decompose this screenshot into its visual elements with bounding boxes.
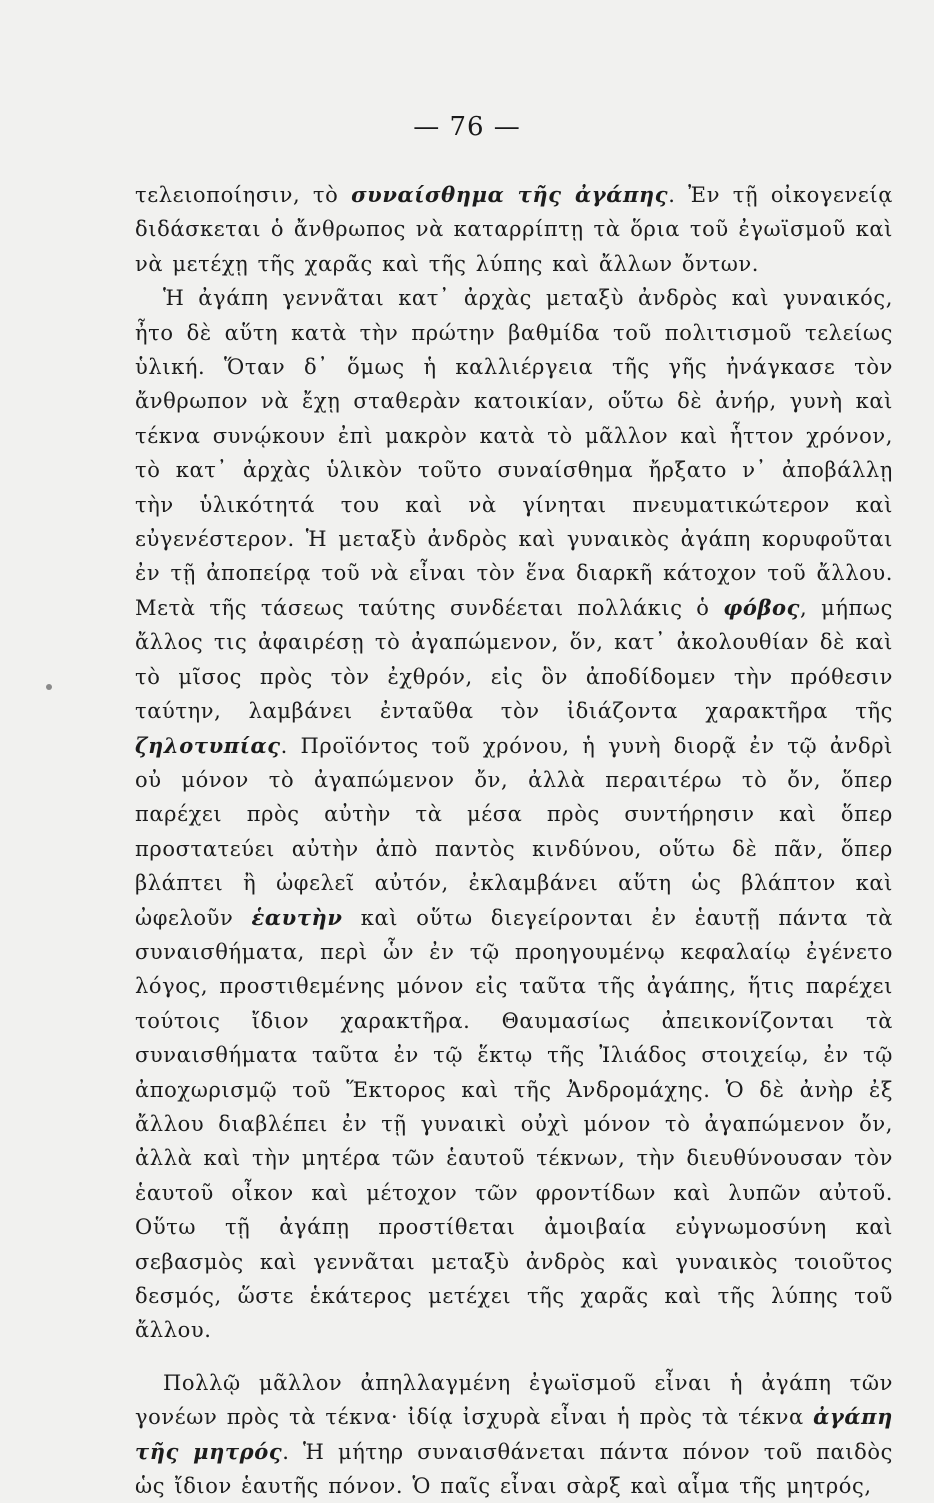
paragraph-1 [135,178,893,281]
paragraph-2 [135,281,893,1348]
emphasized-term: ζηλοτυπίας [135,732,281,758]
text-run: τελειοποίησιν, τὸ [135,183,352,207]
emphasized-term: συναίσθημα τῆς ἀγάπης [351,182,669,207]
text-run: καὶ οὕτω διεγείρονται ἐν ἑαυτῇ πάντα τὰ συναισθήματα, περὶ ὧν ἐν τῷ προηγουμένῳ κεφαλαίῳ ἐγένετο λόγος, προστιθεμένης μόνον εἰς ταῦτα τῆς ἀγάπης, ἥτις παρέχει τούτοις ἴδιον χαρακτῆρα. Θαυμασίως ἀπεικονίζονται τὰ συναισθήματα ταῦτα ἐν τῷ ἕκτῳ τῆς Ἰλιάδος στοιχείῳ, ἐν τῷ ἀποχωρισμῷ τοῦ Ἕκτορος καὶ τῆς Ἀνδρομάχης. Ὁ δὲ ἀνὴρ ἐξ ἄλλου διαβλέπει ἐν τῇ γυναικὶ οὐχὶ μόνον τὸ ἀγαπώμενον ὄν, ἀλλὰ καὶ τὴν μητέρα τῶν ἑαυτοῦ τέκνων, τὴν διευθύνουσαν τὸν ἑαυτοῦ οἶκον καὶ μέτοχον τῶν φροντίδων καὶ λυπῶν αὐτοῦ. Οὕτω τῇ ἀγάπῃ προστίθεται ἀμοιβαία εὐγνωμοσύνη καὶ σεβασμὸς καὶ γεννᾶται μεταξὺ ἀνδρὸς καὶ γυναικὸς τοιοῦτος δεσμός, ὥστε ἑκάτερος μετέχει τῆς χαρᾶς καὶ τῆς λύπης τοῦ ἄλλου. [135,905,893,1343]
paper-speck [46,684,52,690]
text-run: . Ἐν τῇ οἰκογενείᾳ διδάσκεται ὁ ἄνθρωπος νὰ καταρρίπτῃ τὰ ὅρια τοῦ ἐγωϊσμοῦ καὶ νὰ μετέχῃ τῆς χαρᾶς καὶ τῆς λύπης καὶ ἄλλων ὄντων. [135,183,893,276]
text-run: . Ἡ μήτηρ συναισθάνεται πάντα πόνον τοῦ παιδὸς ὡς ἴδιον ἑαυτῆς πόνον. Ὁ παῖς εἶναι σὰρξ καὶ αἷμα τῆς μητρός, [135,1439,893,1499]
paragraph-3 [135,1366,893,1503]
page-number: — 76 — [413,112,521,142]
emphasized-term: φόβος [723,594,801,620]
body-text [135,178,893,1503]
text-run: Ἡ ἀγάπη γεννᾶται κατ᾽ ἀρχὰς μεταξὺ ἀνδρὸς καὶ γυναικός, ἦτο δὲ αὕτη κατὰ τὴν πρώτην βαθμίδα τοῦ πολιτισμοῦ τελείως ὑλική. Ὅταν δ᾽ ὅμως ἡ καλλιέργεια τῆς γῆς ἠνάγκασε τὸν ἄνθρωπον νὰ ἔχῃ σταθερὰν κατοικίαν, οὕτω δὲ ἀνήρ, γυνὴ καὶ τέκνα συνῴκουν ἐπὶ μακρὸν κατὰ τὸ μᾶλλον καὶ ἧττον χρόνον, τὸ κατ᾽ ἀρχὰς ὑλικὸν τοῦτο συναίσθημα ἤρξατο ν᾽ ἀποβάλλῃ τὴν ὑλικότητά του καὶ νὰ γίνηται πνευματικώτερον καὶ εὐγενέστερον. Ἡ μεταξὺ ἀνδρὸς καὶ γυναικὸς ἀγάπη κορυφοῦται ἐν τῇ ἀποπείρᾳ τοῦ νὰ εἶναι τὸν ἕνα διαρκῆ κάτοχον τοῦ ἄλλου. Μετὰ τῆς τάσεως ταύτης συνδέεται πολλάκις ὁ [135,286,893,620]
emphasized-term: ἀγάπη τῆς μητρός [135,1404,893,1464]
text-run: . Προϊόντος τοῦ χρόνου, ἡ γυνὴ διορᾷ ἐν τῷ ἀνδρὶ οὐ μόνον τὸ ἀγαπώμενον ὄν, ἀλλὰ περαιτέρω τὸ ὄν, ὅπερ παρέχει πρὸς αὐτὴν τὰ μέσα πρὸς συντήρησιν καὶ ὅπερ προστατεύει αὐτὴν ἀπὸ παντὸς κινδύνου, οὕτω δὲ πᾶν, ὅπερ βλάπτει ἢ ὠφελεῖ αὐτόν, ἐκλαμβάνει αὕτη ὡς βλάπτον καὶ ὠφελοῦν [135,733,893,930]
emphasized-term: ἑαυτὴν [251,904,343,930]
text-run: Πολλῷ μᾶλλον ἀπηλλαγμένη ἐγωϊσμοῦ εἶναι ἡ ἀγάπη τῶν γονέων πρὸς τὰ τέκνα· ἰδίᾳ ἰσχυρὰ εἶναι ἡ πρὸς τὰ τέκνα [135,1370,893,1430]
text-run: , μήπως ἄλλος τις ἀφαιρέσῃ τὸ ἀγαπώμενον, ὅν, κατ᾽ ἀκολουθίαν δὲ καὶ τὸ μῖσος πρὸς τὸν ἐχθρόν, εἰς ὃν ἀποδίδομεν τὴν πρόθεσιν ταύτην, λαμβάνει ἐνταῦθα τὸν ἰδιάζοντα χαρακτῆρα τῆς [135,595,893,724]
